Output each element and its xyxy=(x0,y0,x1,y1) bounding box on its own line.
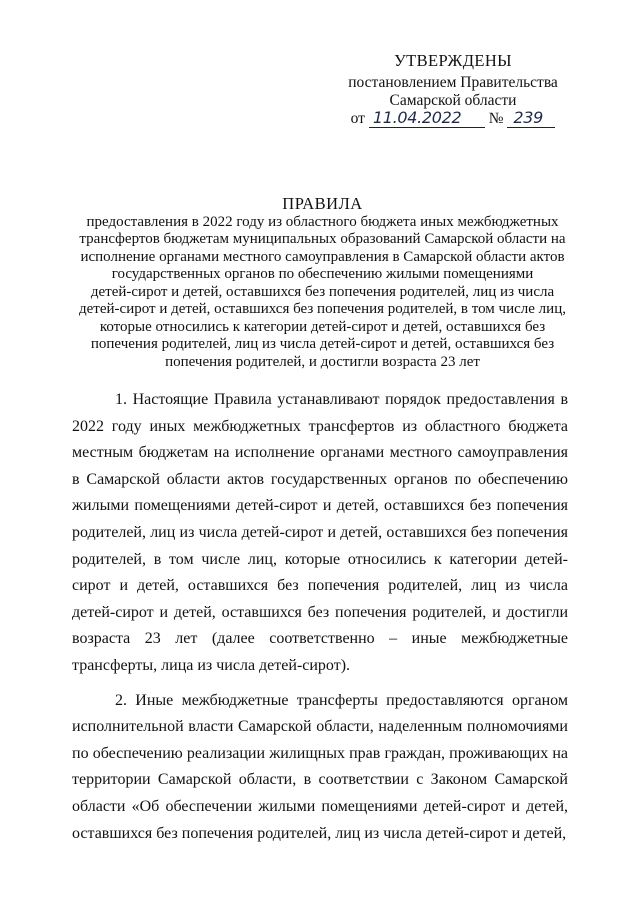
title-heading: ПРАВИЛА xyxy=(282,194,363,213)
document-title xyxy=(40,195,605,371)
title-line: попечения родителей, и достигли возраста 23 лет xyxy=(165,353,480,370)
approval-heading: УТВЕРЖДЕНЫ xyxy=(394,51,512,70)
paragraph-2: 2. Иные межбюджетные трансферты предоставляются органом исполнительной власти Самарской области, наделенным полномочиями по обеспечению реализации жилищных прав граждан, проживающих на территории Самарской области, в соответствии с Законом Самарской области «Об обеспечении жилыми помещениями детей-сирот и детей, оставшихся без попечения родителей, лиц из числа детей-сирот и детей, xyxy=(72,691,568,842)
title-line: которые относились к категории детей-сирот и детей, оставшихся без xyxy=(99,318,546,335)
approval-line-1: постановлением Правительства xyxy=(348,74,558,91)
title-line: трансфертов бюджетам муниципальных образований Самарской области на xyxy=(79,231,566,247)
approval-date-number xyxy=(318,110,588,128)
approval-line-2: Самарской области xyxy=(389,92,517,109)
approval-number-field xyxy=(507,110,555,128)
title-line: детей-сирот и детей, оставшихся без попечения родителей, лиц из числа xyxy=(90,283,555,300)
handwritten-date: 11.04.2022 xyxy=(372,108,462,127)
handwritten-number: 239 xyxy=(513,108,544,127)
title-line: исполнение органами местного самоуправления в Самарской области актов xyxy=(80,248,565,265)
title-line: детей-сирот и детей, оставшихся без попечения родителей, в том числе лиц, xyxy=(79,301,566,317)
number-label: № xyxy=(488,110,504,127)
document-body xyxy=(72,387,568,855)
title-line: предоставления в 2022 году из областного бюджета иных межбюджетных xyxy=(86,213,559,230)
title-line: государственных органов по обеспечению жилыми помещениями xyxy=(111,266,534,282)
approval-date-field xyxy=(369,110,485,128)
title-line: попечения родителей, лиц из числа детей-сирот и детей, оставшихся без xyxy=(90,336,555,352)
paragraph-1: 1. Настоящие Правила устанавливают порядок предоставления в 2022 году иных межбюджетных трансфертов из областного бюджета местным бюджетам на исполнение органами местного самоуправления в Самарской области актов государственных органов по обеспечению жилыми помещениями детей-сирот и детей, оставшихся без попечения родителей, лиц из числа детей-сирот и детей, оставшихся без попечения родителей, в том числе лиц, которые относились к категории детей-сирот и детей, оставшихся без попечения родителей, лиц из числа детей-сирот и детей, оставшихся без попечения родителей, и достигли возраста 23 лет (далее соответственно – иные межбюджетные трансферты, лица из числа детей-сирот). xyxy=(72,391,568,674)
approval-stamp xyxy=(318,52,588,128)
from-label: от xyxy=(350,110,365,127)
